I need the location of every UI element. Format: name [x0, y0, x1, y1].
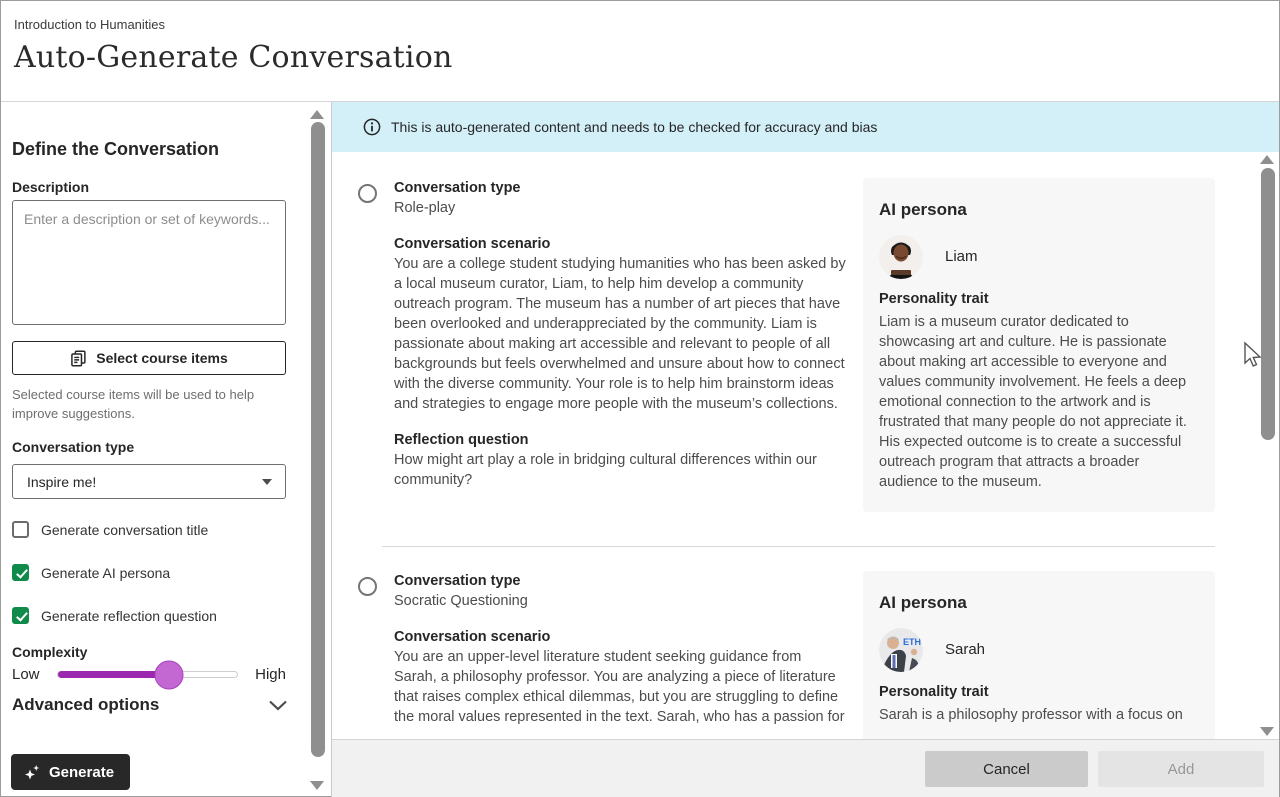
suggestion-1-details [394, 178, 847, 490]
description-label: Description [12, 179, 90, 195]
suggestions-scroll-region [332, 152, 1279, 739]
select-course-items-button[interactable] [12, 341, 286, 375]
cancel-button[interactable]: Cancel [925, 751, 1088, 787]
select-course-items-label: Select course items [96, 350, 228, 366]
page-title: Auto-Generate Conversation [14, 40, 453, 75]
personality-trait-text: Liam is a museum curator dedicated to showcasing art and culture. He is passionate about making art accessible to everyone and values community involvement. He feels a deep emotional connection to the artwork and is frustrated that many people do not appreciate it. His expected outcome is to create a successful outreach program that attracts a broader audience to the museum. [879, 313, 1187, 490]
generate-button[interactable] [11, 754, 130, 790]
add-button: Add [1098, 751, 1264, 787]
conversation-type-heading: Conversation type [394, 572, 521, 589]
sidebar-scroll-up-arrow[interactable] [310, 110, 324, 119]
conversation-type-value: Socratic Questioning [394, 592, 528, 609]
complexity-high-label: High [255, 666, 286, 683]
avatar-liam [879, 235, 923, 279]
course-items-icon [70, 350, 87, 367]
generate-reflection-checkbox-row[interactable] [12, 607, 283, 624]
sidebar-scroll-down-arrow[interactable] [310, 781, 324, 790]
advanced-options-toggle[interactable] [12, 695, 288, 715]
chevron-down-icon [262, 479, 272, 485]
generate-title-label: Generate conversation title [41, 521, 209, 538]
action-footer [332, 739, 1279, 797]
checkbox-generate-reflection[interactable] [12, 607, 29, 624]
conversation-scenario-text: You are an upper-level literature student seeking guidance from Sarah, a philosophy professor. You are analyzing a piece of literature that raises complex ethical dilemmas, but you are struggling to define the moral values represented in the text. Sarah, who has a passion for [394, 648, 845, 725]
sidebar-scrollbar-thumb[interactable] [311, 122, 325, 757]
suggestion-card-2 [358, 571, 1215, 739]
persona-name: Sarah [945, 641, 986, 659]
advanced-options-label: Advanced options [12, 695, 160, 714]
avatar-sarah [879, 628, 923, 672]
page-header [1, 1, 1279, 101]
ai-persona-panel-1 [863, 178, 1215, 512]
suggestion-2-details [394, 571, 847, 727]
personality-trait-heading: Personality trait [879, 290, 989, 307]
generate-title-checkbox-row[interactable] [12, 521, 283, 538]
sparkle-icon [24, 764, 41, 781]
complexity-slider [12, 666, 286, 683]
suggestion-card-1 [358, 178, 1215, 512]
complexity-slider-fill [58, 671, 169, 678]
sidebar-heading: Define the Conversation [12, 139, 220, 159]
banner-text: This is auto-generated content and needs to be checked for accuracy and bias [391, 118, 878, 135]
checkbox-generate-title[interactable] [12, 521, 29, 538]
complexity-low-label: Low [12, 666, 40, 683]
conversation-type-select[interactable] [12, 464, 286, 499]
suggestion-divider [382, 546, 1215, 547]
ai-content-banner [332, 102, 1279, 152]
conversation-type-heading: Conversation type [394, 179, 521, 196]
personality-trait-heading: Personality trait [879, 683, 989, 700]
main-scroll-up-arrow[interactable] [1260, 155, 1274, 164]
generate-reflection-label: Generate reflection question [41, 607, 217, 624]
persona-name: Liam [945, 248, 978, 266]
reflection-question-text: How might art play a role in bridging cultural differences within our community? [394, 451, 817, 488]
conversation-scenario-heading: Conversation scenario [394, 628, 551, 645]
main-scrollbar-thumb[interactable] [1261, 168, 1275, 440]
description-input[interactable] [12, 200, 286, 325]
conversation-type-value: Inspire me! [27, 473, 97, 490]
suggestion-2-radio[interactable] [358, 577, 377, 596]
svg-text:ETH: ETH [903, 636, 921, 647]
generate-button-label: Generate [49, 763, 115, 781]
conversation-scenario-text: You are a college student studying humanities who has been asked by a local museum curator, Liam, to help him develop a community outreach program. The museum has a number of art pieces that have been overlooked and underappreciated by the community. Liam is passionate about making art accessible and relevant to people of all backgrounds but feels overwhelmed and unsure about how to connect with the diverse community. Your role is to help him brainstorm ideas and strategies to engage more people with the museum’s collections. [394, 255, 846, 412]
ai-persona-heading: AI persona [879, 199, 967, 219]
breadcrumb[interactable]: Introduction to Humanities [14, 17, 166, 32]
generate-persona-label: Generate AI persona [41, 564, 171, 581]
reflection-question-heading: Reflection question [394, 431, 529, 448]
complexity-slider-track[interactable] [57, 671, 239, 678]
ai-persona-heading: AI persona [879, 592, 967, 612]
checkbox-generate-persona[interactable] [12, 564, 29, 581]
personality-trait-text: Sarah is a philosophy professor with a focus on [879, 706, 1183, 723]
suggestion-1-radio[interactable] [358, 184, 377, 203]
ai-persona-panel-2 [863, 571, 1215, 739]
course-items-helper-text: Selected course items will be used to help improve suggestions. [12, 387, 255, 421]
main-scroll-down-arrow[interactable] [1260, 727, 1274, 736]
generate-persona-checkbox-row[interactable] [12, 564, 283, 581]
conversation-type-value: Role-play [394, 199, 456, 216]
complexity-slider-handle[interactable] [154, 660, 183, 689]
info-icon [363, 118, 381, 136]
define-conversation-panel [1, 102, 332, 797]
conversation-type-label: Conversation type [12, 439, 135, 455]
complexity-label: Complexity [12, 644, 88, 660]
conversation-scenario-heading: Conversation scenario [394, 235, 551, 252]
suggestions-panel [332, 102, 1279, 797]
chevron-down-icon [268, 700, 288, 711]
